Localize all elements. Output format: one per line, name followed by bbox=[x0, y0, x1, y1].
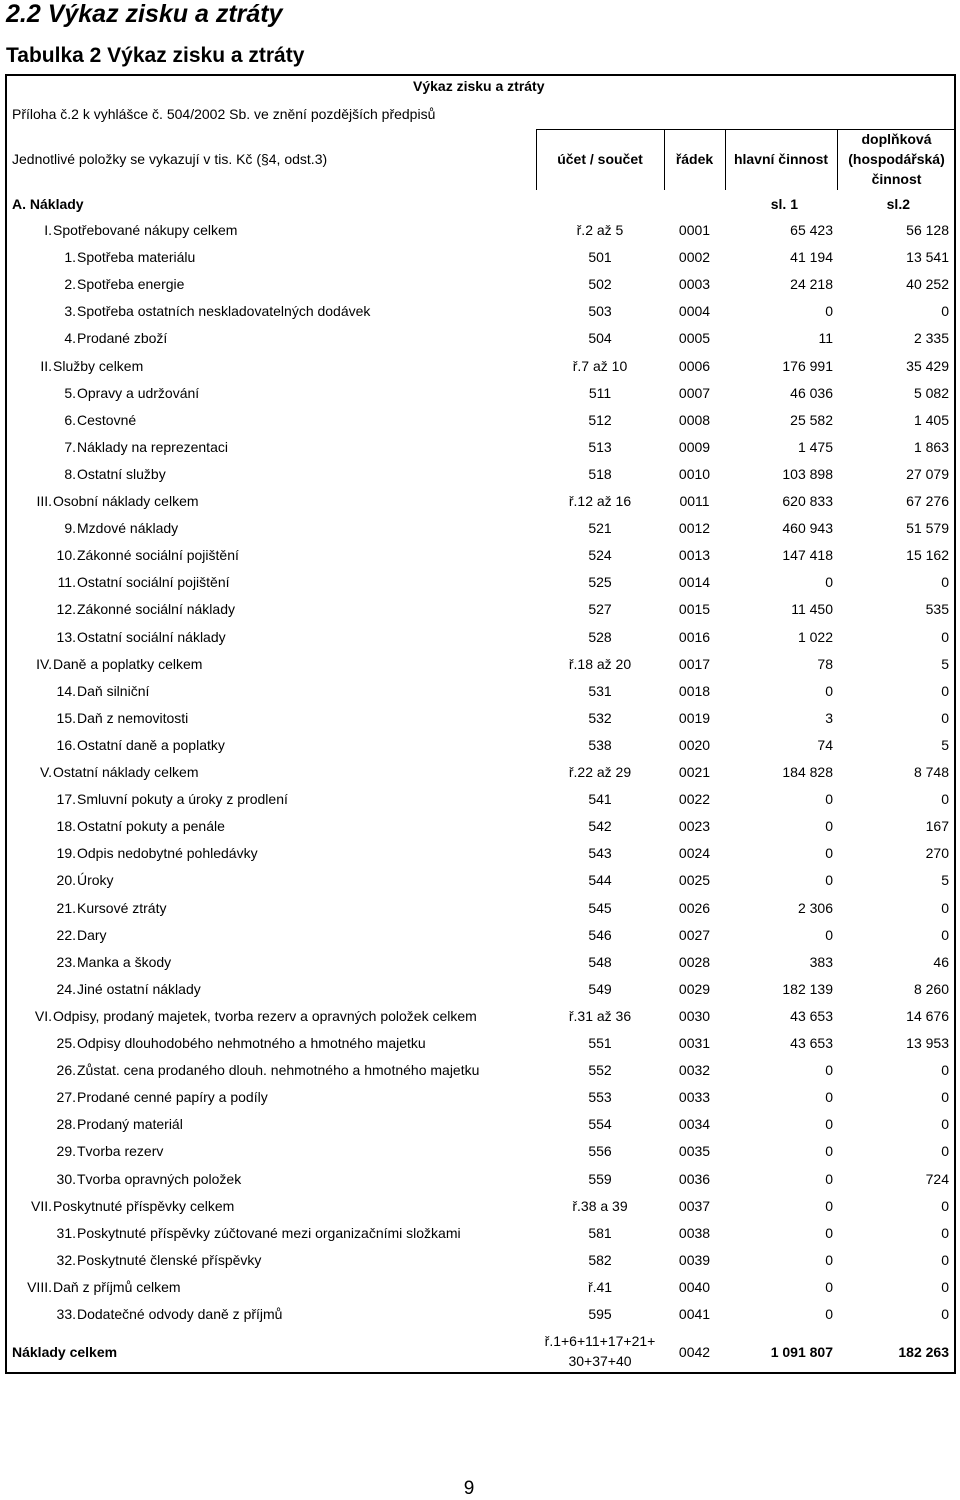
row-label: Mzdové náklady bbox=[77, 520, 179, 536]
row-code: 0025 bbox=[678, 872, 711, 888]
row-label: Smluvní pokuty a úroky z prodlení bbox=[77, 791, 288, 807]
row-label: Ostatní náklady celkem bbox=[53, 764, 199, 780]
row-account: 538 bbox=[588, 737, 612, 753]
row-code: 0017 bbox=[678, 656, 711, 672]
row-account: 518 bbox=[588, 466, 612, 482]
row-number: 32. bbox=[56, 1252, 76, 1268]
row-account: 501 bbox=[588, 249, 612, 265]
row-number: 20. bbox=[56, 872, 76, 888]
row-code: 0030 bbox=[678, 1008, 711, 1024]
report-title: Výkaz zisku a ztráty bbox=[413, 78, 545, 94]
row-label: Cestovné bbox=[77, 412, 137, 428]
header-divider bbox=[536, 129, 956, 130]
row-secondary-value: 0 bbox=[941, 683, 949, 699]
row-code: 0037 bbox=[678, 1198, 711, 1214]
row-secondary-value: 0 bbox=[941, 629, 949, 645]
row-label: Manka a škody bbox=[77, 954, 172, 970]
row-main-value: 1 475 bbox=[797, 439, 833, 455]
row-main-value: 74 bbox=[817, 737, 833, 753]
row-code: 0005 bbox=[678, 330, 711, 346]
row-main-value: 103 898 bbox=[782, 466, 833, 482]
row-number: 9. bbox=[64, 520, 76, 536]
row-label: Tvorba rezerv bbox=[77, 1143, 164, 1159]
table-title: Tabulka 2 Výkaz zisku a ztráty bbox=[6, 44, 305, 67]
row-main-value: 65 423 bbox=[790, 222, 833, 238]
row-account: 521 bbox=[588, 520, 612, 536]
row-main-value: 0 bbox=[825, 1306, 833, 1322]
total-account: 30+37+40 bbox=[568, 1353, 632, 1369]
row-main-value: 3 bbox=[825, 710, 833, 726]
row-label: Poskytnuté členské příspěvky bbox=[77, 1252, 262, 1268]
row-main-value: 0 bbox=[825, 683, 833, 699]
row-code: 0007 bbox=[678, 385, 711, 401]
row-account: 595 bbox=[588, 1306, 612, 1322]
row-account: 544 bbox=[588, 872, 612, 888]
total-main: 1 091 807 bbox=[770, 1344, 833, 1360]
row-secondary-value: 0 bbox=[941, 303, 949, 319]
row-number: 24. bbox=[56, 981, 76, 997]
row-code: 0010 bbox=[678, 466, 711, 482]
row-number: 29. bbox=[56, 1143, 76, 1159]
row-account: 503 bbox=[588, 303, 612, 319]
row-code: 0039 bbox=[678, 1252, 711, 1268]
row-secondary-value: 0 bbox=[941, 1116, 949, 1132]
row-secondary-value: 27 079 bbox=[906, 466, 949, 482]
row-main-value: 1 022 bbox=[797, 629, 833, 645]
row-secondary-value: 67 276 bbox=[906, 493, 949, 509]
row-account: 512 bbox=[588, 412, 612, 428]
row-secondary-value: 0 bbox=[941, 1306, 949, 1322]
row-number: 27. bbox=[56, 1089, 76, 1105]
row-main-value: 25 582 bbox=[790, 412, 833, 428]
row-secondary-value: 0 bbox=[941, 1062, 949, 1078]
row-number: 8. bbox=[64, 466, 76, 482]
row-secondary-value: 46 bbox=[933, 954, 949, 970]
row-secondary-value: 15 162 bbox=[906, 547, 949, 563]
sl1-label: sl. 1 bbox=[770, 196, 798, 212]
row-code: 0024 bbox=[678, 845, 711, 861]
row-number: 23. bbox=[56, 954, 76, 970]
row-main-value: 0 bbox=[825, 1143, 833, 1159]
row-label: Tvorba opravných položek bbox=[77, 1171, 242, 1187]
row-secondary-value: 35 429 bbox=[906, 358, 949, 374]
row-number: VIII. bbox=[27, 1279, 52, 1295]
row-code: 0029 bbox=[678, 981, 711, 997]
row-main-value: 0 bbox=[825, 872, 833, 888]
row-code: 0006 bbox=[678, 358, 711, 374]
row-number: I. bbox=[44, 222, 52, 238]
row-main-value: 41 194 bbox=[790, 249, 833, 265]
row-main-value: 0 bbox=[825, 1279, 833, 1295]
row-account: 527 bbox=[588, 601, 612, 617]
units-note: Jednotlivé položky se vykazují v tis. Kč (§4, odst.3) bbox=[12, 151, 328, 167]
row-code: 0033 bbox=[678, 1089, 711, 1105]
section-title: 2.2 Výkaz zisku a ztráty bbox=[6, 0, 283, 28]
row-code: 0012 bbox=[678, 520, 711, 536]
row-secondary-value: 0 bbox=[941, 1143, 949, 1159]
row-code: 0020 bbox=[678, 737, 711, 753]
row-number: 15. bbox=[56, 710, 76, 726]
row-label: Jiné ostatní náklady bbox=[77, 981, 201, 997]
row-number: 12. bbox=[56, 601, 76, 617]
row-number: 1. bbox=[64, 249, 76, 265]
row-code: 0035 bbox=[678, 1143, 711, 1159]
row-number: IV. bbox=[36, 656, 52, 672]
row-secondary-value: 8 260 bbox=[913, 981, 949, 997]
row-secondary-value: 724 bbox=[925, 1171, 949, 1187]
row-label: Prodaný materiál bbox=[77, 1116, 183, 1132]
row-label: Prodané cenné papíry a podíly bbox=[77, 1089, 268, 1105]
row-number: 18. bbox=[56, 818, 76, 834]
row-account: ř.38 a 39 bbox=[572, 1198, 628, 1214]
row-label: Dary bbox=[77, 927, 107, 943]
row-account: 556 bbox=[588, 1143, 612, 1159]
row-label: Úroky bbox=[77, 872, 114, 888]
row-label: Služby celkem bbox=[53, 358, 144, 374]
row-account: 551 bbox=[588, 1035, 612, 1051]
row-main-value: 46 036 bbox=[790, 385, 833, 401]
row-number: 2. bbox=[64, 276, 76, 292]
row-main-value: 11 450 bbox=[791, 601, 833, 617]
row-number: VI. bbox=[34, 1008, 52, 1024]
row-account: 553 bbox=[588, 1089, 612, 1105]
row-main-value: 0 bbox=[825, 1116, 833, 1132]
row-main-value: 184 828 bbox=[782, 764, 833, 780]
row-account: 528 bbox=[588, 629, 612, 645]
row-code: 0026 bbox=[678, 900, 711, 916]
row-main-value: 43 653 bbox=[790, 1008, 833, 1024]
row-main-value: 0 bbox=[825, 1225, 833, 1241]
row-secondary-value: 40 252 bbox=[906, 276, 949, 292]
row-code: 0038 bbox=[678, 1225, 711, 1241]
sl2-label: sl.2 bbox=[886, 196, 910, 212]
row-account: 552 bbox=[588, 1062, 612, 1078]
total-label: Náklady celkem bbox=[12, 1344, 118, 1360]
row-account: 502 bbox=[588, 276, 612, 292]
row-label: Náklady na reprezentaci bbox=[77, 439, 228, 455]
row-secondary-value: 0 bbox=[941, 900, 949, 916]
appendix-note: Příloha č.2 k vyhlášce č. 504/2002 Sb. ve znění pozdějších předpisů bbox=[12, 106, 436, 122]
row-number: 22. bbox=[56, 927, 76, 943]
row-main-value: 176 991 bbox=[782, 358, 833, 374]
row-number: 17. bbox=[56, 791, 76, 807]
row-label: Kursové ztráty bbox=[77, 900, 167, 916]
row-number: 19. bbox=[56, 845, 76, 861]
row-main-value: 0 bbox=[825, 303, 833, 319]
row-account: 548 bbox=[588, 954, 612, 970]
row-account: ř.2 až 5 bbox=[576, 222, 624, 238]
row-label: Zůstat. cena prodaného dlouh. nehmotného a hmotného majetku bbox=[77, 1062, 480, 1078]
row-label: Zákonné sociální náklady bbox=[77, 601, 235, 617]
row-secondary-value: 0 bbox=[941, 1198, 949, 1214]
col-secondary-header-2: (hospodářská) bbox=[848, 151, 945, 167]
row-main-value: 11 bbox=[818, 330, 833, 346]
row-account: 543 bbox=[588, 845, 612, 861]
row-label: Osobní náklady celkem bbox=[53, 493, 199, 509]
row-number: 31. bbox=[56, 1225, 76, 1241]
row-secondary-value: 270 bbox=[925, 845, 949, 861]
row-label: Spotřebované nákupy celkem bbox=[53, 222, 238, 238]
row-main-value: 147 418 bbox=[782, 547, 833, 563]
row-label: Odpisy dlouhodobého nehmotného a hmotného majetku bbox=[77, 1035, 426, 1051]
col-main-header: hlavní činnost bbox=[733, 151, 829, 167]
row-label: Daně a poplatky celkem bbox=[53, 656, 203, 672]
row-number: 14. bbox=[56, 683, 76, 699]
row-label: Dodatečné odvody daně z příjmů bbox=[77, 1306, 283, 1322]
row-number: 30. bbox=[56, 1171, 76, 1187]
row-main-value: 0 bbox=[825, 791, 833, 807]
row-code: 0022 bbox=[678, 791, 711, 807]
row-label: Opravy a udržování bbox=[77, 385, 200, 401]
row-main-value: 0 bbox=[825, 574, 833, 590]
row-label: Zákonné sociální pojištění bbox=[77, 547, 239, 563]
row-account: 545 bbox=[588, 900, 612, 916]
row-secondary-value: 1 405 bbox=[913, 412, 949, 428]
row-number: 7. bbox=[64, 439, 76, 455]
row-code: 0018 bbox=[678, 683, 711, 699]
row-code: 0019 bbox=[678, 710, 711, 726]
row-label: Ostatní sociální náklady bbox=[77, 629, 226, 645]
row-number: 6. bbox=[64, 412, 76, 428]
header-divider bbox=[536, 129, 537, 190]
total-secondary: 182 263 bbox=[898, 1344, 949, 1360]
row-main-value: 383 bbox=[809, 954, 833, 970]
row-secondary-value: 8 748 bbox=[913, 764, 949, 780]
row-main-value: 0 bbox=[825, 818, 833, 834]
col-account-header: účet / součet bbox=[557, 151, 643, 167]
row-label: Daň silniční bbox=[77, 683, 150, 699]
row-main-value: 78 bbox=[817, 656, 833, 672]
row-main-value: 0 bbox=[825, 1171, 833, 1187]
row-number: 10. bbox=[56, 547, 76, 563]
total-account: ř.1+6+11+17+21+ bbox=[544, 1333, 656, 1349]
row-code: 0011 bbox=[679, 493, 710, 509]
row-main-value: 620 833 bbox=[782, 493, 833, 509]
row-secondary-value: 2 335 bbox=[913, 330, 949, 346]
row-account: 549 bbox=[588, 981, 612, 997]
header-divider bbox=[725, 129, 726, 190]
row-number: 4. bbox=[64, 330, 76, 346]
row-secondary-value: 0 bbox=[941, 1225, 949, 1241]
row-number: 13. bbox=[56, 629, 76, 645]
row-number: 28. bbox=[56, 1116, 76, 1132]
row-account: 532 bbox=[588, 710, 612, 726]
row-account: ř.7 až 10 bbox=[572, 358, 628, 374]
row-code: 0031 bbox=[678, 1035, 711, 1051]
row-secondary-value: 0 bbox=[941, 1279, 949, 1295]
row-label: Ostatní sociální pojištění bbox=[77, 574, 230, 590]
row-number: 26. bbox=[56, 1062, 76, 1078]
row-number: VII. bbox=[30, 1198, 52, 1214]
col-row-header: řádek bbox=[675, 151, 714, 167]
row-secondary-value: 0 bbox=[941, 927, 949, 943]
row-code: 0014 bbox=[678, 574, 711, 590]
row-number: III. bbox=[36, 493, 52, 509]
row-secondary-value: 167 bbox=[925, 818, 949, 834]
row-secondary-value: 0 bbox=[941, 1089, 949, 1105]
header-divider bbox=[837, 129, 838, 190]
row-secondary-value: 51 579 bbox=[906, 520, 949, 536]
row-code: 0023 bbox=[678, 818, 711, 834]
row-main-value: 0 bbox=[825, 1198, 833, 1214]
row-label: Odpis nedobytné pohledávky bbox=[77, 845, 258, 861]
row-account: 524 bbox=[588, 547, 612, 563]
row-account: 582 bbox=[588, 1252, 612, 1268]
row-code: 0036 bbox=[678, 1171, 711, 1187]
row-number: 33. bbox=[56, 1306, 76, 1322]
row-account: 542 bbox=[588, 818, 612, 834]
row-main-value: 2 306 bbox=[797, 900, 833, 916]
row-code: 0028 bbox=[678, 954, 711, 970]
row-number: 5. bbox=[64, 385, 76, 401]
row-code: 0032 bbox=[678, 1062, 711, 1078]
row-code: 0027 bbox=[678, 927, 711, 943]
row-code: 0009 bbox=[678, 439, 711, 455]
row-account: 559 bbox=[588, 1171, 612, 1187]
row-number: 3. bbox=[64, 303, 76, 319]
row-account: 511 bbox=[588, 385, 612, 401]
row-label: Ostatní daně a poplatky bbox=[77, 737, 225, 753]
row-account: ř.18 až 20 bbox=[568, 656, 632, 672]
row-secondary-value: 0 bbox=[941, 1252, 949, 1268]
row-account: 504 bbox=[588, 330, 612, 346]
section-label: A. Náklady bbox=[12, 196, 84, 212]
row-secondary-value: 13 953 bbox=[906, 1035, 949, 1051]
row-code: 0016 bbox=[678, 629, 711, 645]
row-label: Ostatní pokuty a penále bbox=[77, 818, 225, 834]
col-secondary-header-1: doplňková bbox=[861, 131, 932, 147]
row-account: ř.31 až 36 bbox=[568, 1008, 632, 1024]
row-account: 554 bbox=[588, 1116, 612, 1132]
row-code: 0001 bbox=[678, 222, 711, 238]
row-secondary-value: 5 bbox=[941, 656, 949, 672]
row-label: Poskytnuté příspěvky celkem bbox=[53, 1198, 235, 1214]
row-account: ř.41 bbox=[587, 1279, 613, 1295]
row-account: 513 bbox=[588, 439, 612, 455]
row-secondary-value: 0 bbox=[941, 574, 949, 590]
row-secondary-value: 13 541 bbox=[906, 249, 949, 265]
row-number: II. bbox=[40, 358, 52, 374]
row-secondary-value: 14 676 bbox=[906, 1008, 949, 1024]
row-code: 0008 bbox=[678, 412, 711, 428]
row-main-value: 460 943 bbox=[782, 520, 833, 536]
row-main-value: 43 653 bbox=[790, 1035, 833, 1051]
row-main-value: 0 bbox=[825, 1089, 833, 1105]
row-account: ř.12 až 16 bbox=[568, 493, 632, 509]
header-divider bbox=[664, 129, 665, 190]
row-code: 0003 bbox=[678, 276, 711, 292]
row-account: 541 bbox=[588, 791, 612, 807]
row-code: 0004 bbox=[678, 303, 711, 319]
row-account: ř.22 až 29 bbox=[568, 764, 632, 780]
row-code: 0041 bbox=[678, 1306, 711, 1322]
row-number: 25. bbox=[56, 1035, 76, 1051]
row-code: 0015 bbox=[678, 601, 711, 617]
row-label: Spotřeba materiálu bbox=[77, 249, 196, 265]
row-main-value: 0 bbox=[825, 1062, 833, 1078]
row-secondary-value: 5 082 bbox=[913, 385, 949, 401]
row-number: 11. bbox=[57, 574, 76, 590]
row-label: Spotřeba energie bbox=[77, 276, 185, 292]
row-main-value: 0 bbox=[825, 845, 833, 861]
total-row-code: 0042 bbox=[678, 1344, 711, 1360]
page-number: 9 bbox=[463, 1478, 475, 1499]
row-secondary-value: 5 bbox=[941, 872, 949, 888]
row-label: Ostatní služby bbox=[77, 466, 166, 482]
col-secondary-header-3: činnost bbox=[871, 171, 922, 187]
row-secondary-value: 5 bbox=[941, 737, 949, 753]
row-secondary-value: 56 128 bbox=[906, 222, 949, 238]
row-main-value: 0 bbox=[825, 1252, 833, 1268]
row-account: 546 bbox=[588, 927, 612, 943]
row-label: Daň z příjmů celkem bbox=[53, 1279, 181, 1295]
row-code: 0021 bbox=[678, 764, 711, 780]
row-code: 0034 bbox=[678, 1116, 711, 1132]
row-label: Poskytnuté příspěvky zúčtované mezi organizačními složkami bbox=[77, 1225, 461, 1241]
row-code: 0002 bbox=[678, 249, 711, 265]
row-number: 21. bbox=[56, 900, 76, 916]
row-code: 0040 bbox=[678, 1279, 711, 1295]
row-account: 581 bbox=[588, 1225, 612, 1241]
row-code: 0013 bbox=[678, 547, 711, 563]
row-main-value: 24 218 bbox=[790, 276, 833, 292]
row-main-value: 182 139 bbox=[782, 981, 833, 997]
row-main-value: 0 bbox=[825, 927, 833, 943]
row-account: 525 bbox=[588, 574, 612, 590]
row-label: Daň z nemovitosti bbox=[77, 710, 189, 726]
row-number: V. bbox=[40, 764, 52, 780]
row-secondary-value: 0 bbox=[941, 710, 949, 726]
row-account: 531 bbox=[588, 683, 612, 699]
row-secondary-value: 1 863 bbox=[913, 439, 949, 455]
row-label: Odpisy, prodaný majetek, tvorba rezerv a opravných položek celkem bbox=[53, 1008, 477, 1024]
row-secondary-value: 535 bbox=[925, 601, 949, 617]
row-label: Prodané zboží bbox=[77, 330, 168, 346]
row-label: Spotřeba ostatních neskladovatelných dodávek bbox=[77, 303, 371, 319]
row-number: 16. bbox=[56, 737, 76, 753]
row-secondary-value: 0 bbox=[941, 791, 949, 807]
